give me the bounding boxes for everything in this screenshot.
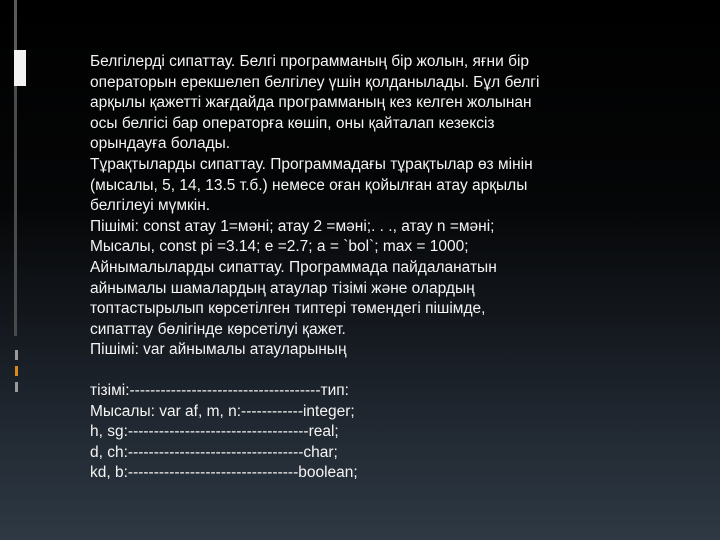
text-line: Айнымалыларды сипаттау. Программада пайдаланатын bbox=[90, 258, 497, 276]
text-line: h, sg:-----------------------------------real; bbox=[90, 423, 339, 441]
text-line: операторын ерекшелеп белгілеу үшін қолданылады. Бұл белгі bbox=[90, 73, 540, 91]
left-accent-dash-orange bbox=[15, 366, 18, 376]
text-line: (мысалы, 5, 14, 13.5 т.б.) немесе оған қойылған атау арқылы bbox=[90, 176, 528, 194]
left-accent-block bbox=[14, 50, 26, 86]
text-line: орындауға болады. bbox=[90, 135, 231, 153]
left-accent-dash bbox=[15, 350, 18, 360]
text-line: Тұрақтыларды сипаттау. Программадағы тұрақтылар өз мінін bbox=[90, 155, 533, 173]
text-line: айнымалы шамалардың атаулар тізімі және олардың bbox=[90, 279, 475, 297]
text-line: kd, b:---------------------------------boolean; bbox=[90, 464, 358, 482]
text-line: Пішімі: var айнымалы атауларының bbox=[90, 341, 347, 359]
text-line: Мысалы: var af, m, n:------------integer; bbox=[90, 402, 355, 420]
text-line: топтастырылып көрсетілген типтері төмендегі пішімде, bbox=[90, 300, 486, 318]
text-line: сипаттау бөлігінде көрсетілуі қажет. bbox=[90, 320, 346, 338]
paragraph-gap bbox=[90, 361, 670, 381]
text-line: осы белгісі бар операторға көшіп, оны қайталап кезексіз bbox=[90, 114, 495, 132]
left-accent-dash bbox=[15, 382, 18, 392]
left-accent-bar bbox=[14, 0, 17, 50]
left-accent-bar-lower bbox=[14, 86, 17, 336]
text-line: Пішімі: const атау 1=мәні; атау 2 =мәні;. . ., атау n =мәні; bbox=[90, 217, 495, 235]
text-line: белгілеуі мүмкін. bbox=[90, 197, 211, 215]
slide-body-text bbox=[90, 52, 670, 484]
text-line: арқылы қажетті жағдайда программаның кез келген жолынан bbox=[90, 94, 532, 112]
text-line: тізімі:-------------------------------------тип: bbox=[90, 381, 349, 399]
text-line: d, ch:----------------------------------char; bbox=[90, 443, 338, 461]
text-line: Мысалы, const pi =3.14; e =2.7; a = `bol`; max = 1000; bbox=[90, 238, 469, 256]
text-line: Белгілерді сипаттау. Белгі программаның бір жолын, яғни бір bbox=[90, 53, 530, 70]
